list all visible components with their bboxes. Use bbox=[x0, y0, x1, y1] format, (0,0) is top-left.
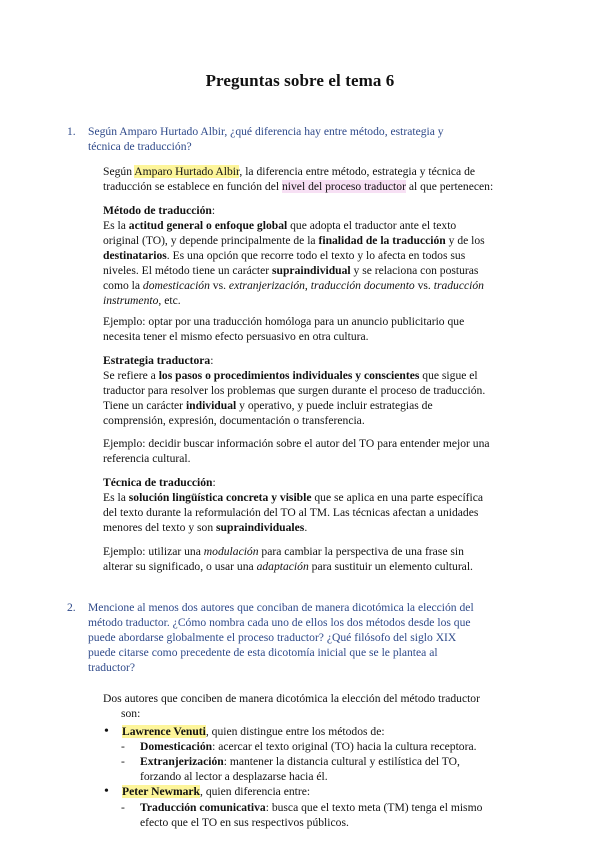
highlight-author: Peter Newmark bbox=[122, 785, 201, 798]
page-title: Preguntas sobre el tema 6 bbox=[205, 71, 395, 90]
section-heading: Técnica de traducción bbox=[103, 476, 213, 489]
answer-2-intro: Dos autores que conciben de manera dicotómica la elección del método traductor son: bbox=[103, 692, 480, 720]
question-2: 2. Mencione al menos dos autores que conciban de manera dicotómica la elección del método traductor. ¿Cómo nombra cada uno de ellos los dos métodos desde los que puede abordarse globalmente el proceso traductor? ¿Qué filósofo del siglo XIX puede citarse como precedente de esta dicotomía inicial que se le plantea al traductor? bbox=[67, 601, 474, 674]
question-text-line: técnica de traducción? bbox=[88, 140, 192, 153]
highlight-author: Lawrence Venuti bbox=[122, 725, 206, 738]
question-text-line: Según Amparo Hurtado Albir, ¿qué diferencia hay entre método, estrategia y bbox=[88, 125, 444, 138]
example-metodo: Ejemplo: optar por una traducción homóloga para un anuncio publicitario que necesita tener el mismo efecto persuasivo en otra cultura. bbox=[103, 315, 465, 343]
dash-icon: - bbox=[121, 740, 125, 753]
list-item-venuti: Lawrence Venuti, quien distingue entre los métodos de: bbox=[122, 725, 385, 738]
dash-icon: - bbox=[121, 801, 125, 814]
list-item-newmark: Peter Newmark, quien diferencia entre: bbox=[122, 785, 311, 798]
question-number: 1. bbox=[67, 125, 76, 138]
highlight-level: nivel del proceso traductor bbox=[281, 180, 406, 193]
answer-1-intro: Según Amparo Hurtado Albir, la diferencia entre método, estrategia y técnica de traducción se establece en función del nivel del proceso traductor al que pertenecen: bbox=[103, 165, 494, 193]
section-estrategia: Estrategia traductora: Se refiere a los pasos o procedimientos individuales y conscientes que sigue el traductor para resolver los problemas que surgen durante el proceso de traducción. Tiene un carácter individual y operativo, y puede incluir estrategias de comprensión, expresión, documentación o transferencia. bbox=[103, 354, 486, 427]
bullet-icon: • bbox=[104, 724, 109, 739]
section-heading: Método de traducción bbox=[103, 204, 212, 217]
sub-item-extranjerizacion: Extranjerización: mantener la distancia cultural y estilística del TO, forzando al lector a desplazarse hacia él. bbox=[140, 755, 460, 783]
section-heading: Estrategia traductora bbox=[103, 354, 211, 367]
highlight-author: Amparo Hurtado Albir bbox=[134, 165, 240, 178]
question-1 bbox=[67, 124, 528, 154]
section-tecnica: Técnica de traducción: Es la solución lingüística concreta y visible que se aplica en una parte específica del texto durante la reformulación del TO al TM. Las técnicas afectan a unidades menores del texto y son supraindividuales. bbox=[103, 476, 484, 534]
example-estrategia: Ejemplo: decidir buscar información sobre el autor del TO para entender mejor una referencia cultural. bbox=[103, 437, 490, 465]
section-metodo: Método de traducción: Es la actitud general o enfoque global que adopta el traductor ante el texto original (TO), y depende principalmente de la finalidad de la traducción y de los destinatarios. Es una opción que recorre todo el texto y lo afecta en todos sus niveles. El método tiene un carácter supraindividual y se relaciona con posturas como la domesticación vs. extranjerización, traducción documento vs. traducción instrumento, etc. bbox=[103, 204, 485, 307]
sub-item-domesticacion: Domesticación: acercar el texto original (TO) hacia la cultura receptora. bbox=[140, 740, 477, 753]
sub-item-comunicativa: Traducción comunicativa: busca que el texto meta (TM) tenga el mismo efecto que el TO en sus respectivos públicos. bbox=[140, 801, 483, 829]
bullet-icon: • bbox=[104, 784, 109, 799]
question-number: 2. bbox=[67, 601, 76, 614]
dash-icon: - bbox=[121, 755, 125, 768]
example-tecnica: Ejemplo: utilizar una modulación para cambiar la perspectiva de una frase sin alterar su significado, o usar una adaptación para sustituir un elemento cultural. bbox=[103, 545, 473, 573]
